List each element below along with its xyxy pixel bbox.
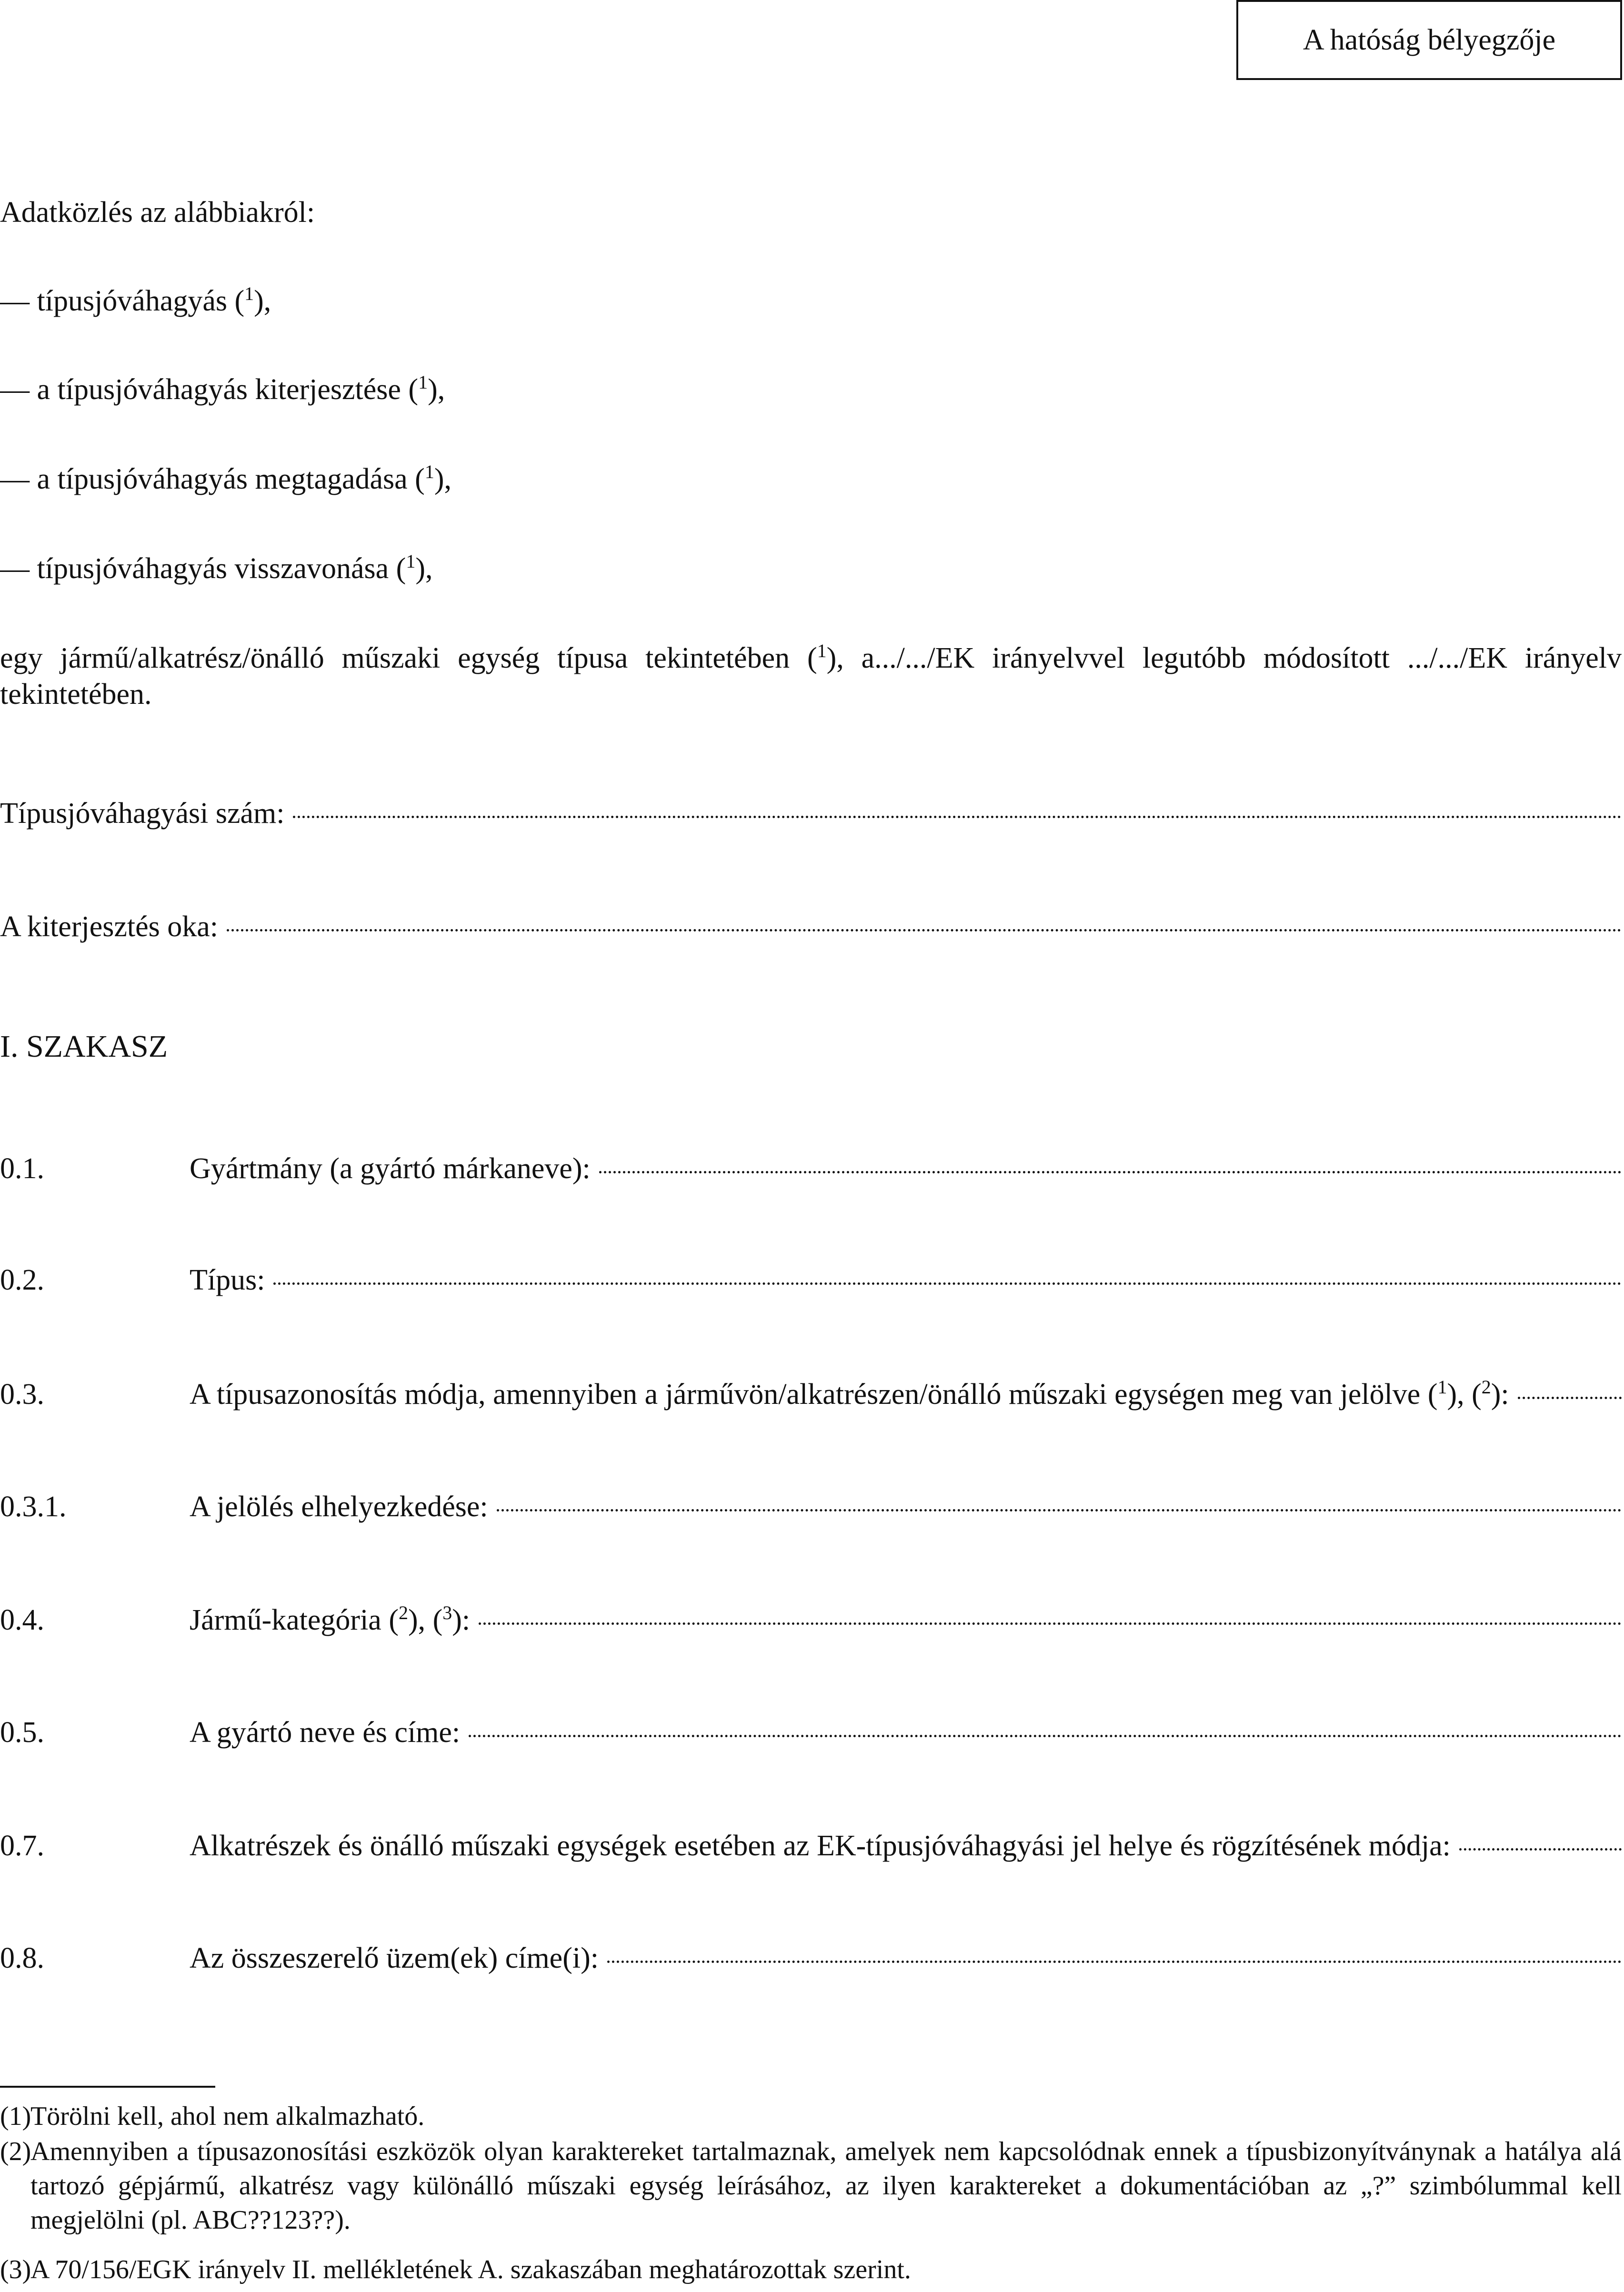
item-leader xyxy=(607,1961,1622,1963)
item-label: Gyártmány (a gyártó márkaneve): xyxy=(190,1152,591,1185)
item-leader xyxy=(273,1282,1622,1285)
authority-stamp-box xyxy=(1236,0,1622,80)
item-0-3[interactable] xyxy=(0,1376,1622,1412)
footnote-label: (2) xyxy=(0,2137,31,2166)
item-0-2[interactable] xyxy=(0,1262,1622,1298)
item-leader xyxy=(599,1171,1622,1173)
footnote-text: Amennyiben a típusazonosítási eszközök olyan karaktereket tartalmaznak, amelyek nem kapcsolódnak ennek a típusbizonyítványnak a hatálya alá tartozó gépjármű, alkatrész vagy különálló műszaki egység leírásához, az ilyen karaktereket a dokumentációban az „?” szimbólummal kell megjelölni (pl. ABC??123??). xyxy=(30,2137,1622,2235)
footnote-2 xyxy=(0,2134,1622,2237)
item-0-4[interactable] xyxy=(0,1602,1622,1638)
bullet-dash: — xyxy=(0,552,30,585)
bullet-dash: — xyxy=(0,285,30,317)
directive-paragraph: egy jármű/alkatrész/önálló műszaki egység típusa tekintetében ($^1$), a.../.../EK irányelvvel legutóbb módosított .../.../EK irányelv tekintetében. xyxy=(0,640,1622,711)
item-label: A jelölés elhelyezkedése: xyxy=(190,1491,488,1523)
item-leader xyxy=(1518,1397,1622,1399)
section-title: I. SZAKASZ xyxy=(0,1029,168,1064)
item-number: 0.1. xyxy=(0,1152,44,1185)
item-number: 0.2. xyxy=(0,1264,44,1296)
footnote-3 xyxy=(0,2252,1622,2287)
item-number: 0.3. xyxy=(0,1378,44,1411)
footnote-divider xyxy=(0,2086,215,2088)
item-0-1[interactable] xyxy=(0,1151,1622,1187)
bullet-approval-withdrawal[interactable]: — típusjóváhagyás visszavonása ($^1$), xyxy=(0,550,433,585)
extension-reason-leader xyxy=(227,929,1622,931)
bullet-approval-refusal[interactable]: — a típusjóváhagyás megtagadása ($^1$), xyxy=(0,461,451,495)
item-0-8[interactable] xyxy=(0,1940,1622,1976)
footnote-text: A 70/156/EGK irányelv II. mellékletének A. szakaszában meghatározottak szerint. xyxy=(30,2255,911,2284)
item-leader xyxy=(469,1735,1622,1737)
approval-number-label: Típusjóváhagyási szám: xyxy=(0,797,285,830)
authority-stamp-label: A hatóság bélyegzője xyxy=(1303,23,1556,56)
item-leader xyxy=(497,1509,1622,1511)
item-number: 0.3.1. xyxy=(0,1491,67,1523)
bullet-dash: — xyxy=(0,463,30,495)
footnote-label: (1) xyxy=(0,2102,31,2131)
approval-number-leader xyxy=(293,816,1622,818)
bullet-dash: — xyxy=(0,373,30,406)
footnote-1 xyxy=(0,2099,1622,2133)
extension-reason-label: A kiterjesztés oka: xyxy=(0,911,218,943)
item-label: Az összeszerelő üzem(ek) címe(i): xyxy=(190,1942,599,1974)
item-leader xyxy=(479,1622,1622,1625)
item-number: 0.5. xyxy=(0,1716,44,1749)
extension-reason-field[interactable] xyxy=(0,909,1622,945)
footnote-text: Törölni kell, ahol nem alkalmazható. xyxy=(30,2102,425,2131)
bullet-type-approval[interactable]: — típusjóváhagyás ($^1$), xyxy=(0,283,271,317)
item-label: A gyártó neve és címe: xyxy=(190,1716,461,1749)
item-leader xyxy=(1459,1848,1622,1851)
item-label: Jármű-kategória ($^2$), ($^3$): xyxy=(190,1602,471,1636)
item-label: A típusazonosítás módja, amennyiben a járművön/alkatrészen/önálló műszaki egységen meg van jelölve ($^1$), ($^2$): xyxy=(190,1376,1509,1411)
footnote-label: (3) xyxy=(0,2255,31,2284)
item-0-5[interactable] xyxy=(0,1714,1622,1751)
item-number: 0.7. xyxy=(0,1830,44,1862)
item-number: 0.8. xyxy=(0,1942,44,1974)
item-label: Alkatrészek és önálló műszaki egységek esetében az EK-típusjóváhagyási jel helye és rögzítésének módja: xyxy=(190,1830,1451,1862)
item-label: Típus: xyxy=(190,1264,265,1296)
item-0-3-1[interactable] xyxy=(0,1489,1622,1525)
item-number: 0.4. xyxy=(0,1604,44,1636)
intro-heading: Adatközlés az alábbiakról: xyxy=(0,196,315,229)
approval-number-field[interactable] xyxy=(0,795,1622,831)
bullet-approval-extension[interactable]: — a típusjóváhagyás kiterjesztése ($^1$), xyxy=(0,371,445,406)
item-0-7[interactable] xyxy=(0,1828,1622,1864)
